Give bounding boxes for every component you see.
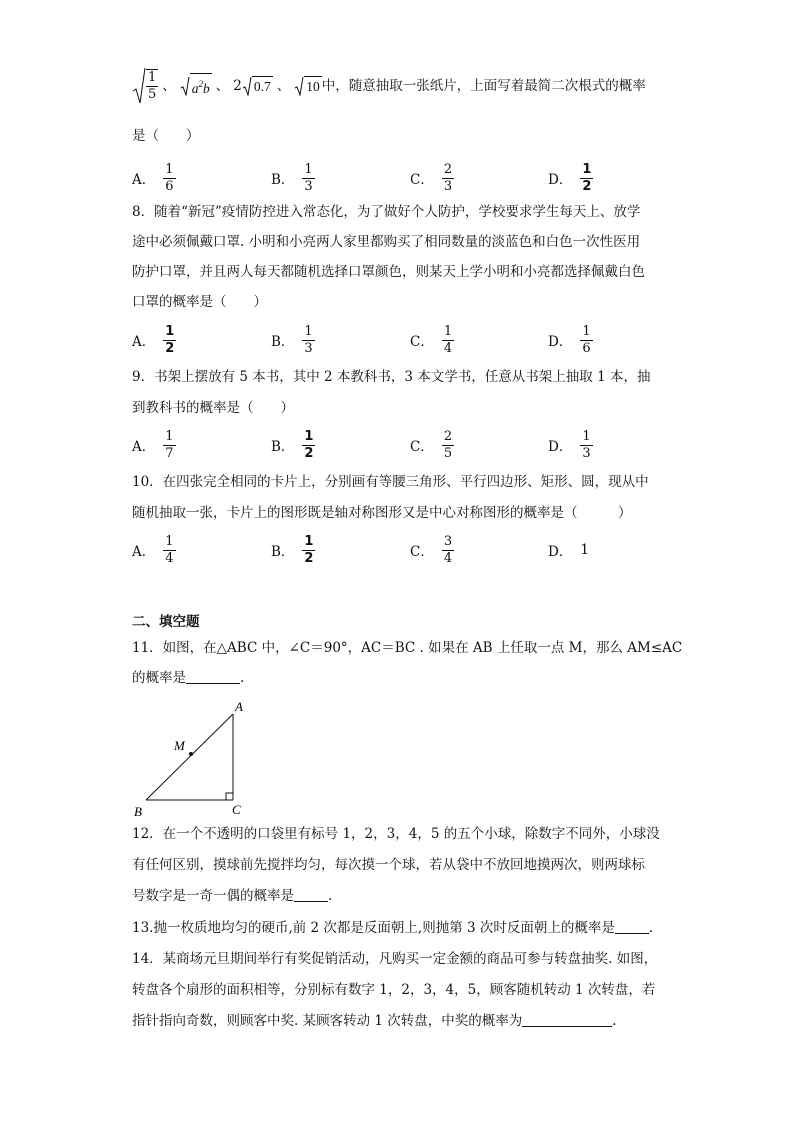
q8-option-c[interactable]: C． $\frac{1}{4}$ — [410, 323, 453, 356]
q7-option-a[interactable]: A． $\frac{1}{6}$ — [132, 161, 174, 194]
label-a: A — [235, 699, 243, 714]
radical-sqrt-10: 10 — [294, 76, 322, 97]
q10-option-b[interactable]: B． $\frac{1}{2}$ — [271, 533, 314, 566]
q8-line-2: 途中必须佩戴口罩. 小明和小亮两人家里都购买了相同数量的淡蓝色和白色一次性医用 — [132, 234, 641, 250]
q10-option-a[interactable]: A． $\frac{1}{4}$ — [132, 533, 174, 566]
q7-option-d[interactable]: D． $\frac{1}{2}$ — [548, 161, 592, 194]
q7-option-c[interactable]: C． $\frac{2}{3}$ — [410, 161, 453, 194]
answer-blank[interactable] — [615, 919, 649, 934]
radical-sqrt-a2b: $a^2b$ — [180, 73, 212, 99]
q10-options — [132, 530, 662, 570]
q8-option-b[interactable]: B． $\frac{1}{3}$ — [271, 323, 313, 356]
q10-option-c[interactable]: C． $\frac{3}{4}$ — [410, 533, 453, 566]
q9-line-2: 到教科书的概率是（ ） — [132, 400, 294, 416]
q8-options — [132, 320, 662, 360]
label-b: B — [134, 804, 142, 819]
q12-line-2: 有任何区别，摸球前先搅拌均匀，每次摸一个球，若从袋中不放回地摸两次，则两球标 — [132, 857, 645, 873]
q8-option-d[interactable]: D． $\frac{1}{6}$ — [548, 323, 591, 356]
label-m: M — [174, 738, 185, 753]
q10-option-d[interactable]: D． 1 — [548, 542, 589, 560]
q8-option-a[interactable]: A． $\frac{1}{2}$ — [132, 323, 175, 356]
q10-line-1: 10．在四张完全相同的卡片上，分别画有等腰三角形、平行四边形、矩形、圆，现从中 — [132, 474, 649, 490]
q8-line-1: 8．随着“新冠”疫情防控进入常态化，为了做好个人防护，学校要求学生每天上、放学 — [132, 204, 641, 220]
q14-line-1: 14．某商场元旦期间举行有奖促销活动，凡购买一定金额的商品可参与转盘抽奖. 如图， — [132, 951, 658, 967]
q7-text: 中，随意抽取一张纸片，上面写着最简二次根式的概率 — [321, 78, 646, 94]
separator: 、 — [215, 78, 230, 94]
q11-line-1: 11．如图，在△ABC 中，∠C＝90°，AC＝BC . 如果在 AB 上任取一点 M，那么 AM≤AC — [132, 640, 683, 656]
q12-line-1: 12．在一个不透明的口袋里有标号 1，2，3，4，5 的五个小球，除数字不同外，小球没 — [132, 826, 660, 842]
radical-sqrt-1-5 — [132, 67, 158, 105]
answer-blank[interactable] — [522, 1012, 612, 1027]
q9-line-1: 9．书架上摆放有 5 本书，其中 2 本教科书，3 本文学书，任意从书架上抽取 1 本，抽 — [132, 369, 651, 385]
q10-line-2: 随机抽取一张，卡片上的图形既是轴对称图形又是中心对称图形的概率是（ ） — [132, 505, 632, 521]
triangle-figure — [132, 696, 262, 820]
q8-line-4: 口罩的概率是（ ） — [132, 294, 267, 310]
q14-line-3: 指针指向奇数，则顾客中奖. 某顾客转动 1 次转盘，中奖的概率为 . — [132, 1013, 617, 1029]
label-c: C — [232, 802, 241, 817]
separator: 、 — [276, 78, 291, 94]
q8-line-3: 防护口罩，并且两人每天都随机选择口罩颜色，则某天上学小明和小亮都选择佩戴白色 — [132, 264, 645, 280]
q9-option-c[interactable]: C． $\frac{2}{5}$ — [410, 428, 453, 461]
q13-line: 13.抛一枚质地均匀的硬币,前 2 次都是反面朝上,则抛第 3 次时反面朝上的概率是 . — [132, 920, 654, 936]
q9-option-b[interactable]: B． $\frac{1}{2}$ — [271, 428, 314, 461]
q9-options — [132, 425, 662, 465]
q7-options — [132, 158, 662, 198]
side-ab — [146, 714, 233, 800]
q9-option-d[interactable]: D． $\frac{1}{3}$ — [548, 428, 591, 461]
answer-blank[interactable] — [186, 669, 240, 684]
point-m — [189, 752, 193, 756]
q7-line2: 是（ ） — [132, 128, 200, 144]
separator: 、 — [162, 78, 176, 94]
q7-frac-1-5: $\frac{1}{5}$ — [148, 70, 157, 102]
coefficient: 2 — [233, 78, 242, 94]
section-heading-fill-in: 二、填空题 — [132, 614, 200, 630]
answer-blank[interactable] — [294, 887, 328, 902]
q9-option-a[interactable]: A． $\frac{1}{7}$ — [132, 428, 174, 461]
q7-continuation-line — [132, 66, 646, 106]
q7-option-b[interactable]: B． $\frac{1}{3}$ — [271, 161, 313, 194]
radical-sqrt-0-7: 0.7 — [242, 76, 273, 97]
right-angle-mark — [226, 793, 233, 800]
q11-line-2: 的概率是 . — [132, 670, 245, 686]
q12-line-3: 号数字是一奇一偶的概率是 . — [132, 888, 333, 904]
q14-line-2: 转盘各个扇形的面积相等，分别标有数字 1，2，3，4，5，顾客随机转动 1 次转盘，若 — [132, 982, 656, 998]
